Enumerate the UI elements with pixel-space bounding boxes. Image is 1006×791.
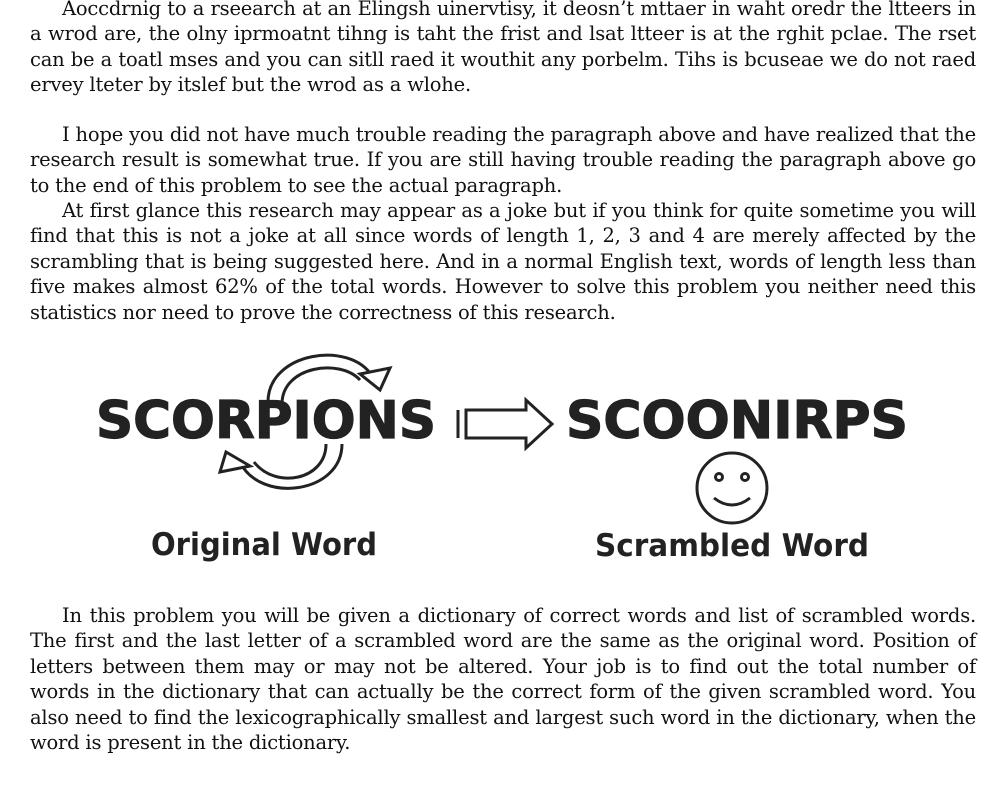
original-word-label: Original Word: [151, 527, 377, 563]
smiley-icon: [697, 453, 767, 523]
problem-statement-paragraph: In this problem you will be given a dictionary of correct words and list of scrambled words. The first and the last letter of a scrambled word are the same as the original word. Position of letters between them may or may not be altered. Your job is to find out the total number of words in the dictionary that can actually be the correct form of the given scrambled word. You also need to find the lexicographically smallest and largest such word in the dictionary, when the word is present in the dictionary.: [30, 604, 976, 755]
research-paragraph: At first glance this research may appear as a joke but if you think for quite sometime you will find that this is not a joke at all since words of length 1, 2, 3 and 4 are merely affected by the scrambling that is being suggested here. And in a normal English text, words of length less than five makes almost 62% of the total words. However to solve this problem you neither need this statistics nor need to prove the correctness of this research.: [30, 199, 976, 324]
original-word: SCORPIONS: [96, 391, 436, 451]
right-arrow-icon: [458, 400, 552, 448]
scrambled-word-label: Scrambled Word: [595, 528, 869, 564]
scrambled-word: SCOONIRPS: [566, 391, 908, 451]
scramble-figure: [90, 344, 910, 574]
scrambled-paragraph: Aoccdrnig to a rseearch at an Elingsh uinervtisy, it deosn’t mttaer in waht oredr the ltteers in a wrod are, the olny iprmoatnt tihng is taht the frist and lsat ltteer is at the rghit pclae. The rset can be a toatl mses and you can sitll raed it wouthit any porbelm. Tihs is bcuseae we do not raed ervey lteter by itslef but the wrod as a wlohe.: [30, 0, 976, 97]
explanation-paragraph: I hope you did not have much trouble reading the paragraph above and have realized that the research result is somewhat true. If you are still having trouble reading the paragraph above go to the end of this problem to see the actual paragraph.: [30, 123, 976, 197]
